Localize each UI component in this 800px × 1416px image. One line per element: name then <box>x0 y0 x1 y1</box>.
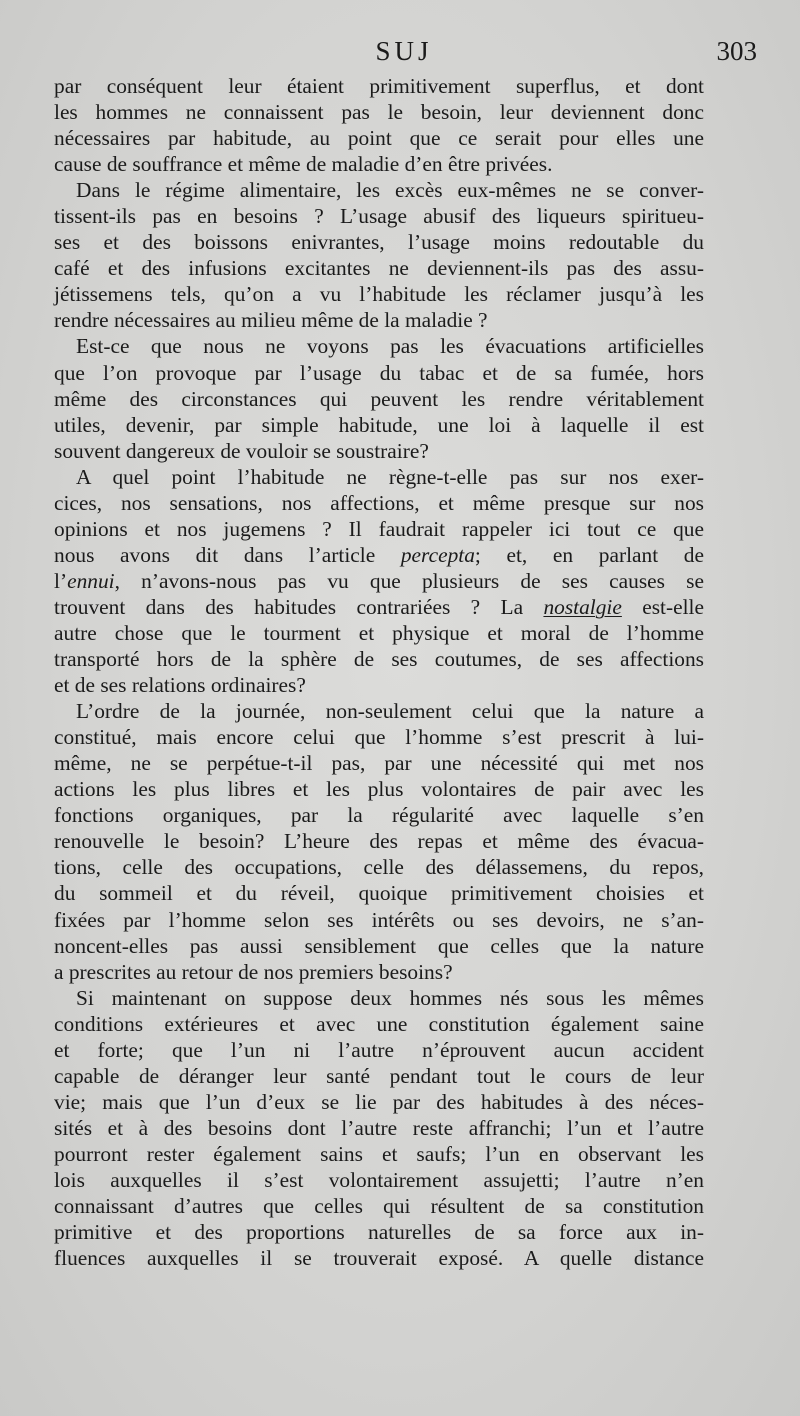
text-line: lois auxquelles il s’est volontairement assujetti; l’autre n’en <box>54 1167 704 1192</box>
text-line: même, ne se perpétue-t-il pas, par une nécessité qui met nos <box>54 751 704 776</box>
text-line: tions, celle des occupations, celle des délassemens, du repos, <box>54 855 704 880</box>
text-line: nécessaires par habitude, au point que ce serait pour elles une <box>54 126 704 151</box>
text-line: fluences auxquelles il se trouverait exposé. A quelle distance <box>54 1246 704 1271</box>
text-line: transporté hors de la sphère de ses coutumes, de ses affections <box>54 647 704 672</box>
text-line: L’ordre de la journée, non-seulement celui que la nature a <box>76 699 704 724</box>
text-line: du sommeil et du réveil, quoique primitivement choisies et <box>54 881 704 906</box>
text-line: trouvent dans des habitudes contrariées ? La nostalgie est-elle <box>54 594 704 619</box>
text-line: Si maintenant on suppose deux hommes nés sous les mêmes <box>76 985 704 1010</box>
text-line: Est-ce que nous ne voyons pas les évacuations artificielles <box>76 334 704 359</box>
text-line: autre chose que le tourment et physique et moral de l’homme <box>54 620 704 645</box>
text-line: souvent dangereux de vouloir se soustraire? <box>54 438 429 463</box>
text-line: ses et des boissons enivrantes, l’usage moins redoutable du <box>54 230 704 255</box>
text-line: pourront rester également sains et saufs; l’un en observant les <box>54 1141 704 1166</box>
text-line: actions les plus libres et les plus volontaires de pair avec les <box>54 777 704 802</box>
text-line: cause de souffrance et même de maladie d’en être privées. <box>54 152 553 177</box>
text-line: a prescrites au retour de nos premiers besoins? <box>54 959 453 984</box>
text-line: cices, nos sensations, nos affections, et même presque sur nos <box>54 490 704 515</box>
text-line: constitué, mais encore celui que l’homme s’est prescrit à lui- <box>54 725 704 750</box>
text-line: l’ennui, n’avons-nous pas vu que plusieurs de ses causes se <box>54 568 704 593</box>
text-line: vie; mais que l’un d’eux se lie par des habitudes à des néces- <box>54 1089 704 1114</box>
text-line: par conséquent leur étaient primitivement superflus, et dont <box>54 74 704 98</box>
text-line: les hommes ne connaissent pas le besoin, leur deviennent donc <box>54 100 704 125</box>
text-line: même des circonstances qui peuvent les rendre véritablement <box>54 386 704 411</box>
text-line: tissent-ils pas en besoins ? L’usage abusif des liqueurs spiritueu- <box>54 204 704 229</box>
text-line: fonctions organiques, par la régularité avec laquelle s’en <box>54 803 704 828</box>
text-line: conditions extérieures et avec une constitution également saine <box>54 1011 704 1036</box>
text-line: café et des infusions excitantes ne deviennent-ils pas des assu- <box>54 256 704 281</box>
text-line: A quel point l’habitude ne règne-t-elle pas sur nos exer- <box>76 464 704 489</box>
running-head: SUJ <box>375 36 433 66</box>
text-line: utiles, devenir, par simple habitude, une loi à laquelle il est <box>54 412 704 437</box>
text-line: que l’on provoque par l’usage du tabac et de sa fumée, hors <box>54 360 704 385</box>
text-line: capable de déranger leur santé pendant tout le cours de leur <box>54 1063 704 1088</box>
text-line: et forte; que l’un ni l’autre n’éprouvent aucun accident <box>54 1037 704 1062</box>
body-text <box>54 73 704 1271</box>
text-line: et de ses relations ordinaires? <box>54 673 306 698</box>
text-line: nous avons dit dans l’article percepta; et, en parlant de <box>54 542 704 567</box>
text-line: connaissant d’autres que celles qui résultent de sa constitution <box>54 1194 704 1219</box>
text-line: Dans le régime alimentaire, les excès eux-mêmes ne se conver- <box>76 178 704 203</box>
page-number: 303 <box>716 36 757 66</box>
text-line: opinions et nos jugemens ? Il faudrait rappeler ici tout ce que <box>54 516 704 541</box>
text-line: jétissemens tels, qu’on a vu l’habitude les réclamer jusqu’à les <box>54 282 704 307</box>
text-line: primitive et des proportions naturelles de sa force aux in- <box>54 1220 704 1245</box>
text-line: rendre nécessaires au milieu même de la maladie ? <box>54 308 488 333</box>
text-line: noncent-elles pas aussi sensiblement que celles que la nature <box>54 933 704 958</box>
text-line: sités et à des besoins dont l’autre reste affranchi; l’un et l’autre <box>54 1115 704 1140</box>
page-header <box>54 36 757 76</box>
text-line: fixées par l’homme selon ses intérêts ou ses devoirs, ne s’an- <box>54 907 704 932</box>
text-line: renouvelle le besoin? L’heure des repas et même des évacua- <box>54 829 704 854</box>
